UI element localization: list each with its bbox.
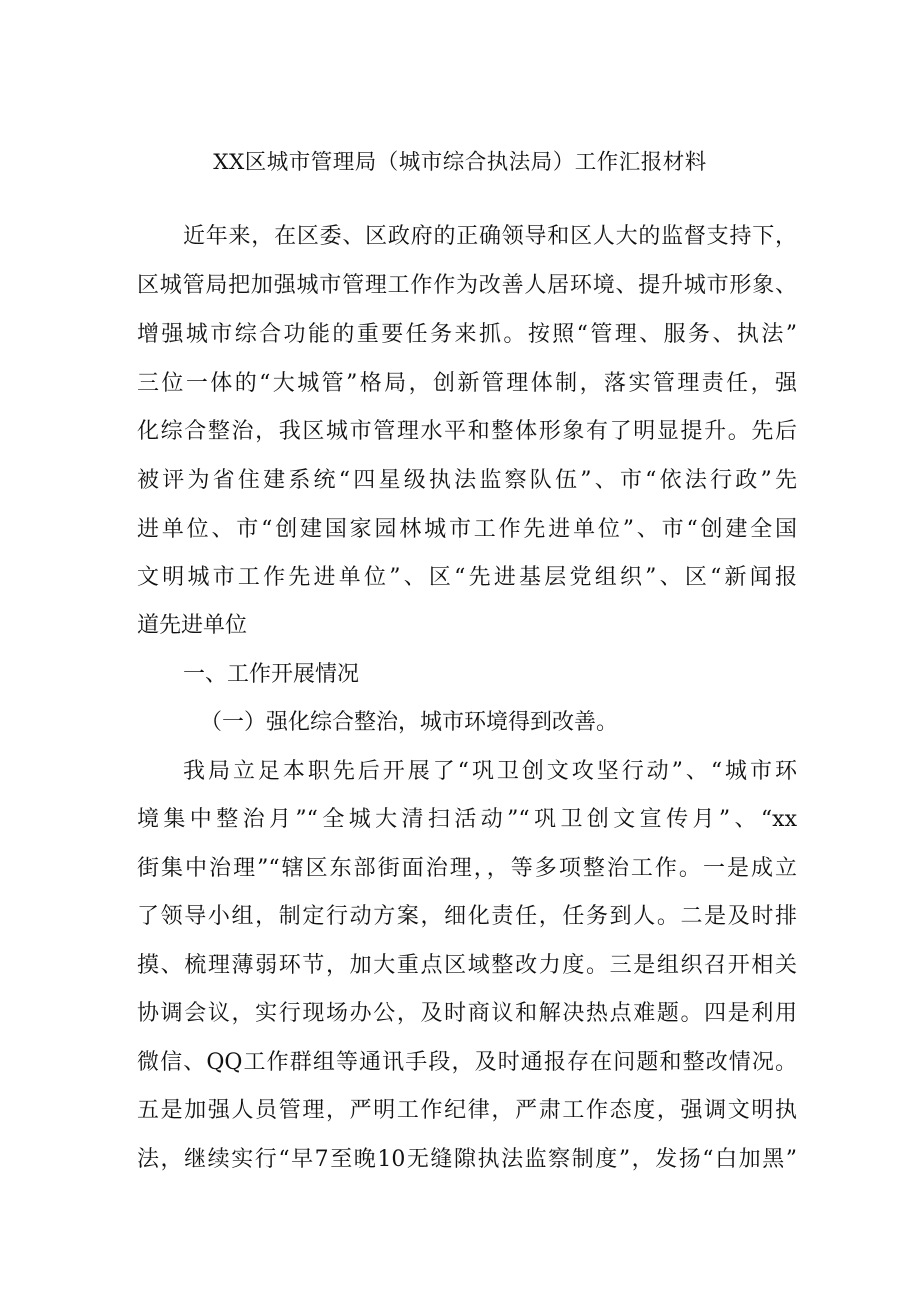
paragraph-1-line-7: 进单位、市“创建国家园林城市工作先进单位”、市“创建全国	[137, 517, 797, 542]
paragraph-1-line-3: 增强城市综合功能的重要任务来抓。按照“管理、服务、执法”	[137, 322, 797, 347]
paragraph-2-line-4: 了领导小组，制定行动方案，细化责任，任务到人。二是及时排	[137, 904, 797, 929]
section-heading-1: 一、工作开展情况	[183, 662, 360, 687]
paragraph-1-line-6: 被评为省住建系统“四星级执法监察队伍”、市“依法行政”先	[137, 468, 797, 493]
paragraph-2-line-1: 我局立足本职先后开展了“巩卫创文攻坚行动”、“城市环	[183, 759, 797, 784]
document-title: XX区城市管理局（城市综合执法局）工作汇报材料	[213, 150, 707, 175]
section-subheading-1: （一）强化综合整治，城市环境得到改善。	[200, 710, 619, 735]
paragraph-1-line-2: 区城管局把加强城市管理工作作为改善人居环境、提升城市形象、	[137, 273, 797, 298]
paragraph-1-line-4: 三位一体的“大城管”格局，创新管理体制，落实管理责任，强	[137, 371, 797, 396]
paragraph-2-line-8: 五是加强人员管理，严明工作纪律，严肃工作态度，强调文明执	[137, 1098, 797, 1123]
paragraph-2-line-6: 协调会议，实行现场办公，及时商议和解决热点难题。四是利用	[137, 1001, 797, 1026]
paragraph-2-line-9: 法，继续实行“早7至晚10无缝隙执法监察制度”，发扬“白加黑”	[137, 1147, 797, 1172]
paragraph-2-line-2: 境集中整治月”“全城大清扫活动”“巩卫创文宣传月”、“xx	[137, 807, 797, 832]
paragraph-1-line-9: 道先进单位	[137, 613, 248, 638]
paragraph-1-line-1: 近年来，在区委、区政府的正确领导和区人大的监督支持下，	[183, 224, 797, 249]
paragraph-2-line-5: 摸、梳理薄弱环节，加大重点区域整改力度。三是组织召开相关	[137, 953, 797, 978]
paragraph-1-line-5: 化综合整治，我区城市管理水平和整体形象有了明显提升。先后	[137, 419, 797, 444]
paragraph-2-line-7: 微信、QQ工作群组等通讯手段，及时通报存在问题和整改情况。	[137, 1050, 797, 1075]
paragraph-2-line-3: 街集中治理”“辖区东部街面治理，，等多项整治工作。一是成立	[137, 856, 797, 881]
paragraph-1-line-8: 文明城市工作先进单位”、区“先进基层党组织”、区“新闻报	[137, 565, 797, 590]
